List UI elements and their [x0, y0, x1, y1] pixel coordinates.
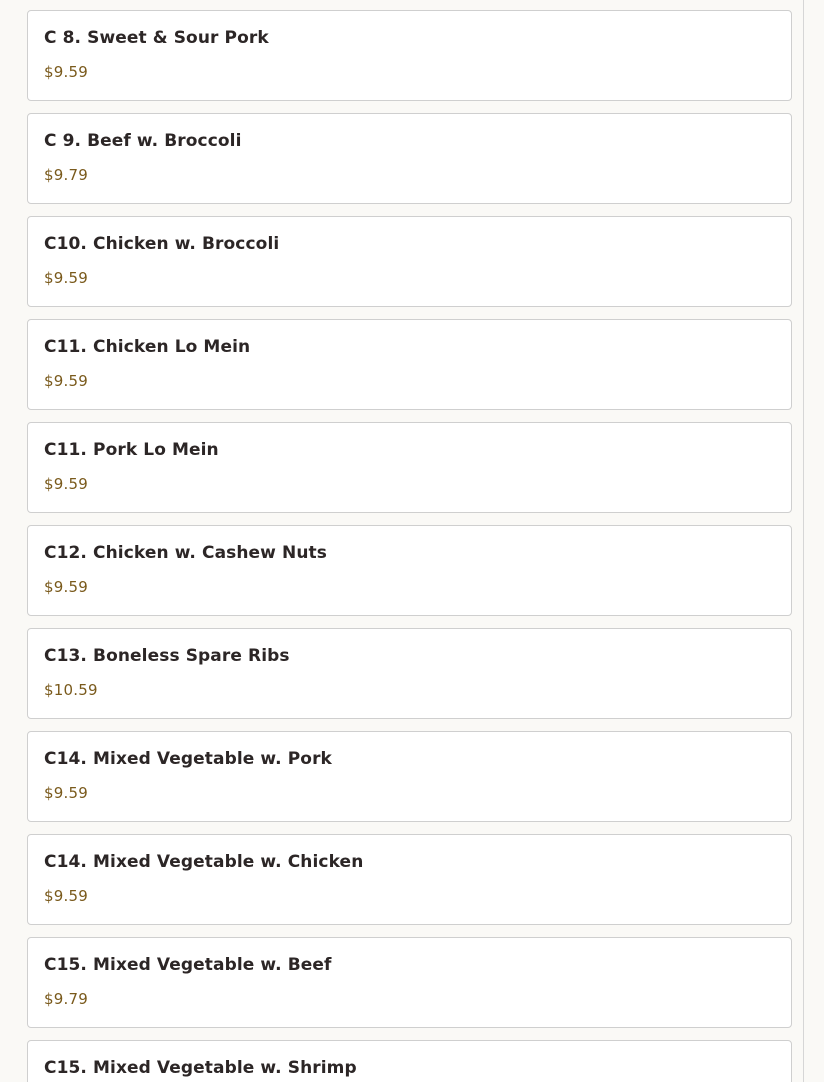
menu-item-name: C15. Mixed Vegetable w. Beef: [44, 955, 332, 975]
menu-item-name: C15. Mixed Vegetable w. Shrimp: [44, 1058, 357, 1078]
menu-item-price: $9.59: [44, 269, 88, 287]
menu-item-name: C14. Mixed Vegetable w. Pork: [44, 749, 332, 769]
menu-item[interactable]: [27, 731, 792, 822]
menu-item-name: C13. Boneless Spare Ribs: [44, 646, 290, 666]
menu-item[interactable]: [27, 834, 792, 925]
menu-item-price: $9.79: [44, 990, 88, 1008]
menu-item-name: C 8. Sweet & Sour Pork: [44, 28, 269, 48]
menu-item[interactable]: [27, 525, 792, 616]
menu-item[interactable]: [27, 422, 792, 513]
menu-item[interactable]: [27, 10, 792, 101]
menu-item-price: $9.59: [44, 784, 88, 802]
menu-item[interactable]: [27, 113, 792, 204]
menu-item[interactable]: [27, 937, 792, 1028]
menu-item-name: C12. Chicken w. Cashew Nuts: [44, 543, 327, 563]
menu-item-price: $9.59: [44, 578, 88, 596]
menu-item-name: C10. Chicken w. Broccoli: [44, 234, 280, 254]
menu-item-name: C11. Chicken Lo Mein: [44, 337, 251, 357]
menu-item-price: $10.59: [44, 681, 98, 699]
menu-item[interactable]: [27, 319, 792, 410]
menu-item-price: $9.59: [44, 372, 88, 390]
menu-item-name: C14. Mixed Vegetable w. Chicken: [44, 852, 364, 872]
menu-item-price: $9.59: [44, 63, 88, 81]
menu-item[interactable]: [27, 216, 792, 307]
menu-item-name: C 9. Beef w. Broccoli: [44, 131, 242, 151]
menu-item[interactable]: [27, 1040, 792, 1082]
menu-list: [27, 0, 792, 1082]
menu-item-price: $9.79: [44, 166, 88, 184]
menu-item-name: C11. Pork Lo Mein: [44, 440, 219, 460]
menu-item-price: $9.59: [44, 475, 88, 493]
menu-item[interactable]: [27, 628, 792, 719]
menu-item-price: $9.59: [44, 887, 88, 905]
